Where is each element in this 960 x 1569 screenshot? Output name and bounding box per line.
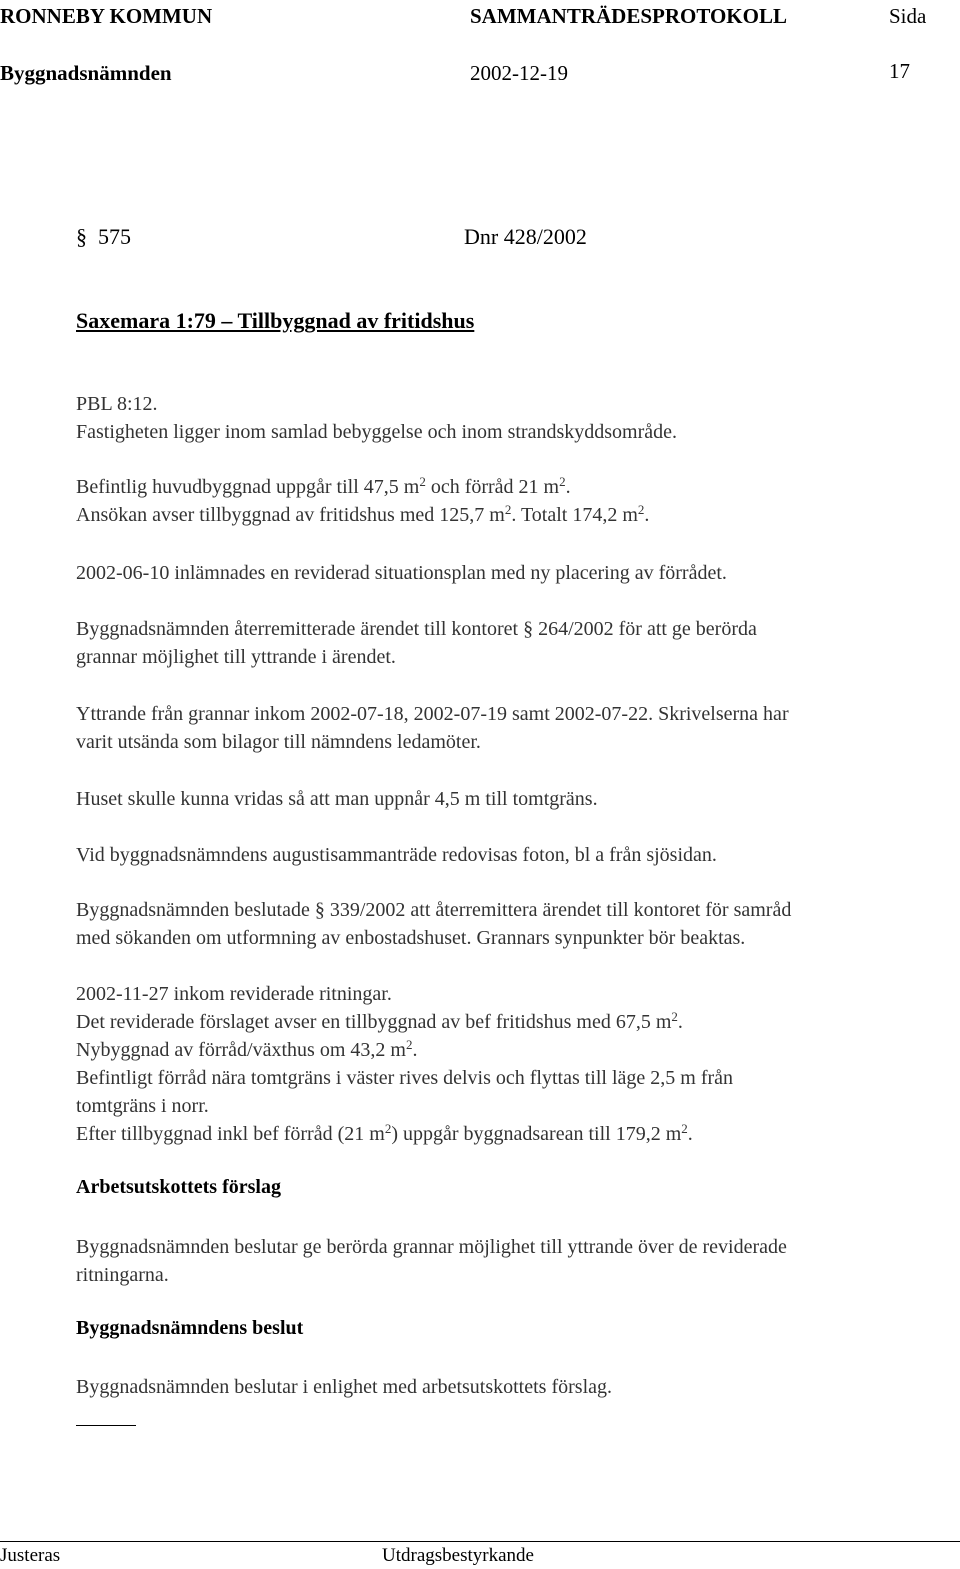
decision-text: Byggnadsnämnden beslutar i enlighet med arbetsutskottets förslag. bbox=[76, 1376, 612, 1398]
existing-storage-line-2: tomtgräns i norr. bbox=[76, 1095, 209, 1117]
page-label: Sida bbox=[889, 4, 927, 28]
proposal-line-2: ritningarna. bbox=[76, 1264, 169, 1286]
proposal-text bbox=[76, 1233, 946, 1289]
footer-justeras: Justeras bbox=[0, 1545, 61, 1566]
footer-rule bbox=[0, 1541, 960, 1542]
total-area-line: Efter tillbyggnad inkl bef förråd (21 $m^2$) uppgår byggnadsarean till 179,2 $m^2$. bbox=[76, 1121, 693, 1145]
paragraph-remittance bbox=[76, 615, 946, 671]
revised-proposal-line: Det reviderade förslaget avser en tillbyggnad av bef fritidshus med 67,5 $m^2$. bbox=[76, 1009, 683, 1033]
new-storage-line: Nybyggnad av förråd/växthus om 43,2 $m^2$. bbox=[76, 1037, 418, 1061]
municipality-name: RONNEBY KOMMUN bbox=[0, 4, 213, 28]
decision-heading: Byggnadsnämndens beslut bbox=[76, 1317, 304, 1339]
section-symbol: § bbox=[76, 224, 87, 249]
existing-area-line: Befintlig huvudbyggnad uppgår till 47,5 $m^2$ och förråd 21 $m^2$. bbox=[76, 474, 571, 498]
decision-339-line-1: Byggnadsnämnden beslutade § 339/2002 att återremittera ärendet till kontoret för samråd bbox=[76, 899, 792, 921]
pbl-line: PBL 8:12. bbox=[76, 393, 158, 415]
existing-storage-line-1: Befintligt förråd nära tomtgräns i väster rives delvis och flyttas till läge 2,5 m från bbox=[76, 1067, 734, 1089]
proposal-heading: Arbetsutskottets förslag bbox=[76, 1176, 281, 1198]
committee-name: Byggnadsnämnden bbox=[0, 61, 172, 85]
section-heading bbox=[76, 224, 131, 250]
paragraph-areas bbox=[76, 473, 946, 529]
paragraph-photos: Vid byggnadsnämndens augustisammanträde redovisas foton, bl a från sjösidan. bbox=[76, 844, 717, 866]
paragraph-revised-drawings bbox=[76, 980, 946, 1148]
drawings-received-line: 2002-11-27 inkom reviderade ritningar. bbox=[76, 983, 392, 1005]
paragraph-pbl bbox=[76, 390, 946, 446]
section-number: 575 bbox=[98, 224, 131, 249]
remittance-line-1: Byggnadsnämnden återremitterade ärendet till kontoret § 264/2002 för att ge berörda bbox=[76, 618, 757, 640]
document-type: SAMMANTRÄDESPROTOKOLL bbox=[470, 4, 787, 28]
application-area-line: Ansökan avser tillbyggnad av fritidshus med 125,7 $m^2$. Totalt 174,2 $m^2$. bbox=[76, 502, 650, 526]
footer-utdragsbestyrkande: Utdragsbestyrkande bbox=[382, 1545, 534, 1566]
paragraph-neighbour-statements bbox=[76, 700, 946, 756]
statements-line-1: Yttrande från grannar inkom 2002-07-18, 2002-07-19 samt 2002-07-22. Skrivelserna har bbox=[76, 703, 789, 725]
end-rule bbox=[76, 1425, 136, 1426]
paragraph-revised-plan: 2002-06-10 inlämnades en reviderad situationsplan med ny placering av förrådet. bbox=[76, 562, 727, 584]
page-number: 17 bbox=[889, 59, 910, 83]
case-title: Saxemara 1:79 – Tillbyggnad av fritidshus bbox=[76, 308, 475, 333]
remittance-line-2: grannar möjlighet till yttrande i ärendet. bbox=[76, 646, 396, 668]
decision-339-line-2: med sökanden om utformning av enbostadshuset. Grannars synpunkter bör beaktas. bbox=[76, 927, 746, 949]
proposal-line-1: Byggnadsnämnden beslutar ge berörda grannar möjlighet till yttrande över de reviderade bbox=[76, 1236, 787, 1258]
case-dnr: Dnr 428/2002 bbox=[464, 224, 587, 249]
meeting-date: 2002-12-19 bbox=[470, 61, 568, 85]
property-line: Fastigheten ligger inom samlad bebyggelse och inom strandskyddsområde. bbox=[76, 421, 677, 443]
paragraph-rotation: Huset skulle kunna vridas så att man uppnår 4,5 m till tomtgräns. bbox=[76, 788, 598, 810]
paragraph-decision-339 bbox=[76, 896, 946, 952]
statements-line-2: varit utsända som bilagor till nämndens ledamöter. bbox=[76, 731, 481, 753]
